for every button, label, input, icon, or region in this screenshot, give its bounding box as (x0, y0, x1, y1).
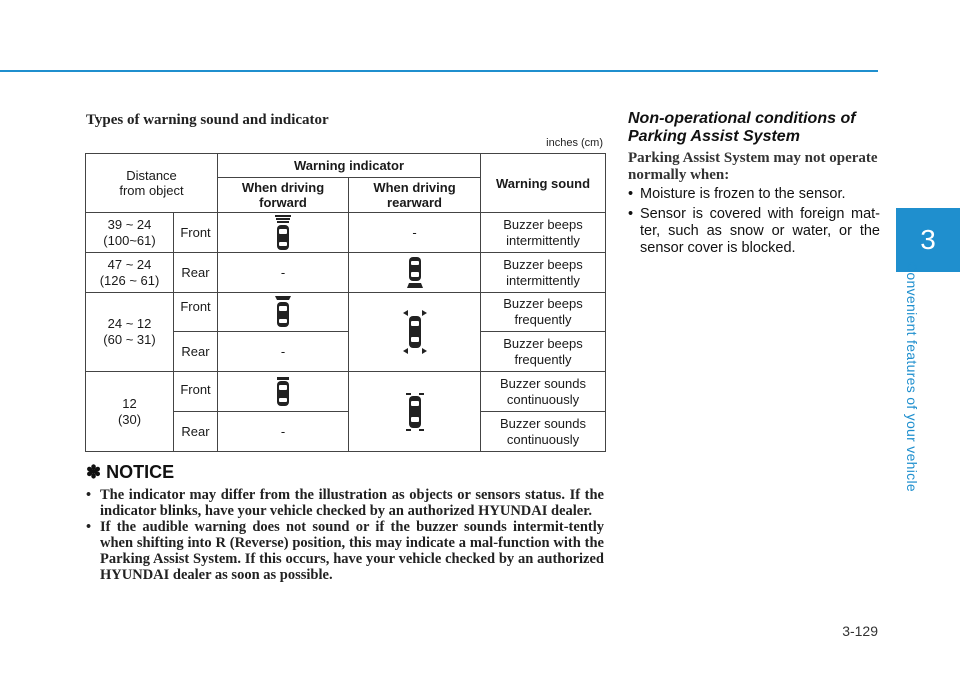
car-all-sensors-close-icon (349, 372, 481, 452)
table-row (86, 372, 606, 412)
sound-cell: Buzzer sounds continuously (481, 372, 606, 412)
chapter-caption (897, 262, 927, 492)
header-rule (0, 70, 878, 72)
section-title: Types of warning sound and indicator (86, 112, 329, 128)
header-when-forward: When driving forward (218, 178, 349, 213)
position-cell: Front (174, 213, 218, 253)
list-item: • Moisture is frozen to the sensor. (628, 186, 880, 203)
position-cell: Rear (174, 253, 218, 293)
car-front-sensor-far-icon (218, 213, 349, 253)
position-cell: Rear (174, 412, 218, 452)
car-rear-sensor-far-icon (349, 253, 481, 293)
forward-cell: - (218, 253, 349, 293)
table-row (86, 213, 606, 253)
page-number: 3-129 (842, 623, 878, 639)
forward-cell: - (218, 412, 349, 452)
sound-cell: Buzzer beeps intermittently (481, 213, 606, 253)
position-cell: Front (174, 293, 218, 332)
position-cell: Rear (174, 332, 218, 372)
distance-cell: 24 ~ 12 (60 ~ 31) (86, 293, 174, 372)
header-warning-sound: Warning sound (481, 154, 606, 213)
sound-cell: Buzzer sounds continuously (481, 412, 606, 452)
right-section-subtitle: Parking Assist System may not operate normally when: (628, 150, 878, 183)
condition-list (628, 186, 880, 260)
car-front-sensor-medium-icon (218, 293, 349, 332)
notice-item: • The indicator may differ from the illustration as objects or sensors status. If the indicator blinks, have your vehicle checked by an authorized HYUNDAI dealer. (86, 487, 604, 519)
distance-cell: 39 ~ 24 (100~61) (86, 213, 174, 253)
sound-cell: Buzzer beeps frequently (481, 332, 606, 372)
notice-item: • If the audible warning does not sound or if the buzzer sounds intermit-tently when shifting into R (Reverse) position, this may indicate a mal-function with the Parking Assist System. If this occurs, have your vehicle checked by an authorized HYUNDAI dealer as soon as possible. (86, 519, 604, 583)
rearward-cell: - (349, 213, 481, 253)
right-section-title: Non-operational conditions of Parking Assist System (628, 110, 856, 145)
warning-table (85, 153, 606, 452)
forward-cell: - (218, 332, 349, 372)
car-all-sensors-medium-icon (349, 293, 481, 372)
distance-cell: 47 ~ 24 (126 ~ 61) (86, 253, 174, 293)
notice-title: ✽ NOTICE (86, 462, 175, 482)
header-warning-indicator: Warning indicator (218, 154, 481, 178)
header-when-rearward: When driving rearward (349, 178, 481, 213)
position-cell: Front (174, 372, 218, 412)
car-front-sensor-close-icon (218, 372, 349, 412)
sound-cell: Buzzer beeps frequently (481, 293, 606, 332)
distance-cell: 12 (30) (86, 372, 174, 452)
table-row (86, 253, 606, 293)
header-distance: Distance from object (86, 154, 218, 213)
table-row (86, 293, 606, 332)
notice-list (86, 487, 604, 583)
sound-cell: Buzzer beeps intermittently (481, 253, 606, 293)
chapter-caption-text: Convenient features of your vehicle (904, 262, 920, 492)
units-label: inches (cm) (546, 137, 603, 149)
list-item: • Sensor is covered with foreign mat-ter, such as snow or water, or the sensor cover is blocked. (628, 206, 880, 257)
chapter-number: 3 (920, 224, 936, 255)
